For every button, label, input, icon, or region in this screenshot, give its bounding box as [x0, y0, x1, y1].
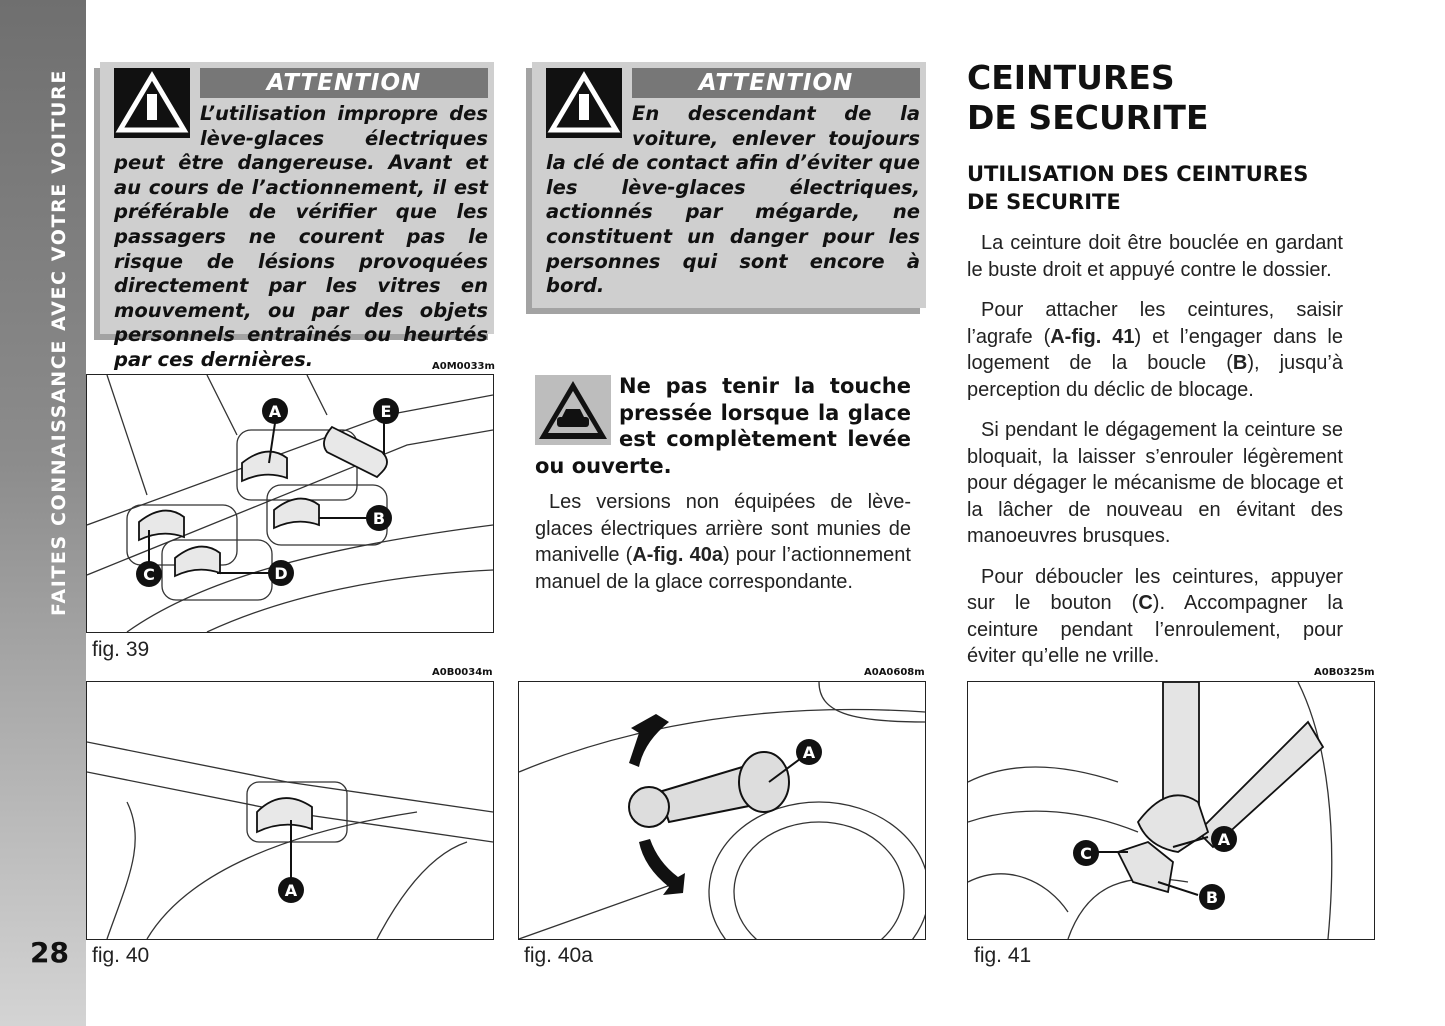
note-bold-text: Ne pas tenir la touche pressée lorsque la glace est complètement levée ou ouverte.: [535, 374, 911, 478]
text: Pour déboucler les ceintures, appuyer sur le bouton (: [967, 565, 1343, 614]
part-ref: C: [1138, 592, 1153, 614]
note-figure-ref: A-fig. 40a: [632, 544, 723, 566]
svg-text:B: B: [1205, 888, 1219, 907]
warning-heading: ATTENTION: [200, 68, 488, 98]
svg-text:C: C: [143, 565, 155, 584]
warning-text: [546, 102, 920, 299]
page-number: 28: [30, 936, 69, 969]
paragraph: La ceinture doit être bouclée en gardant le buste droit et appuyé contre le dossier.: [967, 232, 1343, 281]
rear-window-switch-illustration: [87, 682, 493, 939]
section-title: [967, 58, 1209, 138]
figure-code: A0A0608m: [864, 667, 925, 678]
section-body: [967, 230, 1343, 684]
note-para-text-end: ) pour l’actionnement manuel de la glace correspondante.: [535, 544, 911, 593]
figure-caption: fig. 41: [974, 944, 1032, 967]
figure-39: [86, 374, 494, 633]
section-title-line: CEINTURES: [967, 58, 1175, 97]
figure-caption: fig. 40: [92, 944, 150, 967]
svg-text:A: A: [284, 881, 298, 900]
svg-text:A: A: [268, 402, 282, 421]
warning-body: En descendant de la voiture, enlever toujours la clé de contact afin d’éviter que les lève-glaces électriques, actionnés par mégarde, ne constituent un danger pour les personnes qui sont encore à bord.: [546, 102, 920, 298]
paragraph: [967, 564, 1343, 670]
figure-40: [86, 681, 494, 940]
warning-body: L’utilisation impropre des lève-glaces électriques peut être dangereuse. Avant et au cours de l’actionnement, il est préférable de vérifier que les passagers ne courent pas le risque de lésions provoquées directement par les vitres en mouvement, ou par des objets personnels entraînés ou heurtés par ces dernières.: [114, 102, 488, 371]
window-crank-illustration: [519, 682, 925, 939]
note-paragraph: [535, 489, 911, 595]
seat-belt-buckle-illustration: [968, 682, 1374, 939]
svg-text:A: A: [1217, 830, 1231, 849]
chapter-title: FAITES CONNAISSANCE AVEC VOTRE VOITURE: [48, 69, 70, 616]
text: ) et l’engager dans le logement de la boucle (: [967, 325, 1343, 374]
figure-code: A0B0034m: [432, 667, 493, 678]
warning-text: [114, 102, 488, 373]
text: ), jusqu’à perception du déclic de blocage.: [967, 352, 1343, 401]
paragraph: [967, 297, 1343, 403]
warning-heading: ATTENTION: [632, 68, 920, 98]
figure-41: [967, 681, 1375, 940]
note-block: [535, 373, 911, 595]
figure-40a: [518, 681, 926, 940]
part-ref: B: [1232, 352, 1248, 374]
chapter-sidebar: [0, 0, 86, 1026]
note-para-text: Les versions non équipées de lève-glaces électriques arrière sont munies de manivelle (: [535, 491, 911, 566]
svg-text:A: A: [802, 743, 816, 762]
figure-code: A0B0325m: [1314, 667, 1375, 678]
figure-caption: fig. 40a: [524, 944, 593, 967]
warning-box-2: [532, 62, 926, 308]
figure-code: A0M0033m: [432, 361, 495, 372]
figure-ref: A-fig. 41: [1050, 325, 1135, 348]
svg-text:B: B: [372, 509, 386, 528]
svg-text:E: E: [380, 402, 392, 421]
paragraph: Si pendant le dégagement la ceinture se bloquait, la laisser s’enrouler légèrement pour dégager le mécanisme de blocage et la lâcher de nouveau en évitant des manoeuvres brusques.: [967, 419, 1343, 547]
subtitle-line: UTILISATION DES CEINTURES: [967, 162, 1309, 186]
window-switch-panel-illustration: [87, 375, 493, 632]
section-subtitle: [967, 160, 1308, 216]
text: ). Accompagner la ceinture pendant l’enroulement, pour éviter qu’elle ne vrille.: [967, 592, 1343, 667]
svg-text:C: C: [1080, 844, 1092, 863]
subtitle-line: DE SECURITE: [967, 190, 1121, 214]
car-window-warning-icon: [535, 375, 611, 445]
section-title-line: DE SECURITE: [967, 98, 1209, 137]
svg-text:D: D: [274, 564, 288, 583]
figure-caption: fig. 39: [92, 638, 150, 661]
text: Pour attacher les ceintures, saisir l’agrafe (: [967, 299, 1343, 348]
